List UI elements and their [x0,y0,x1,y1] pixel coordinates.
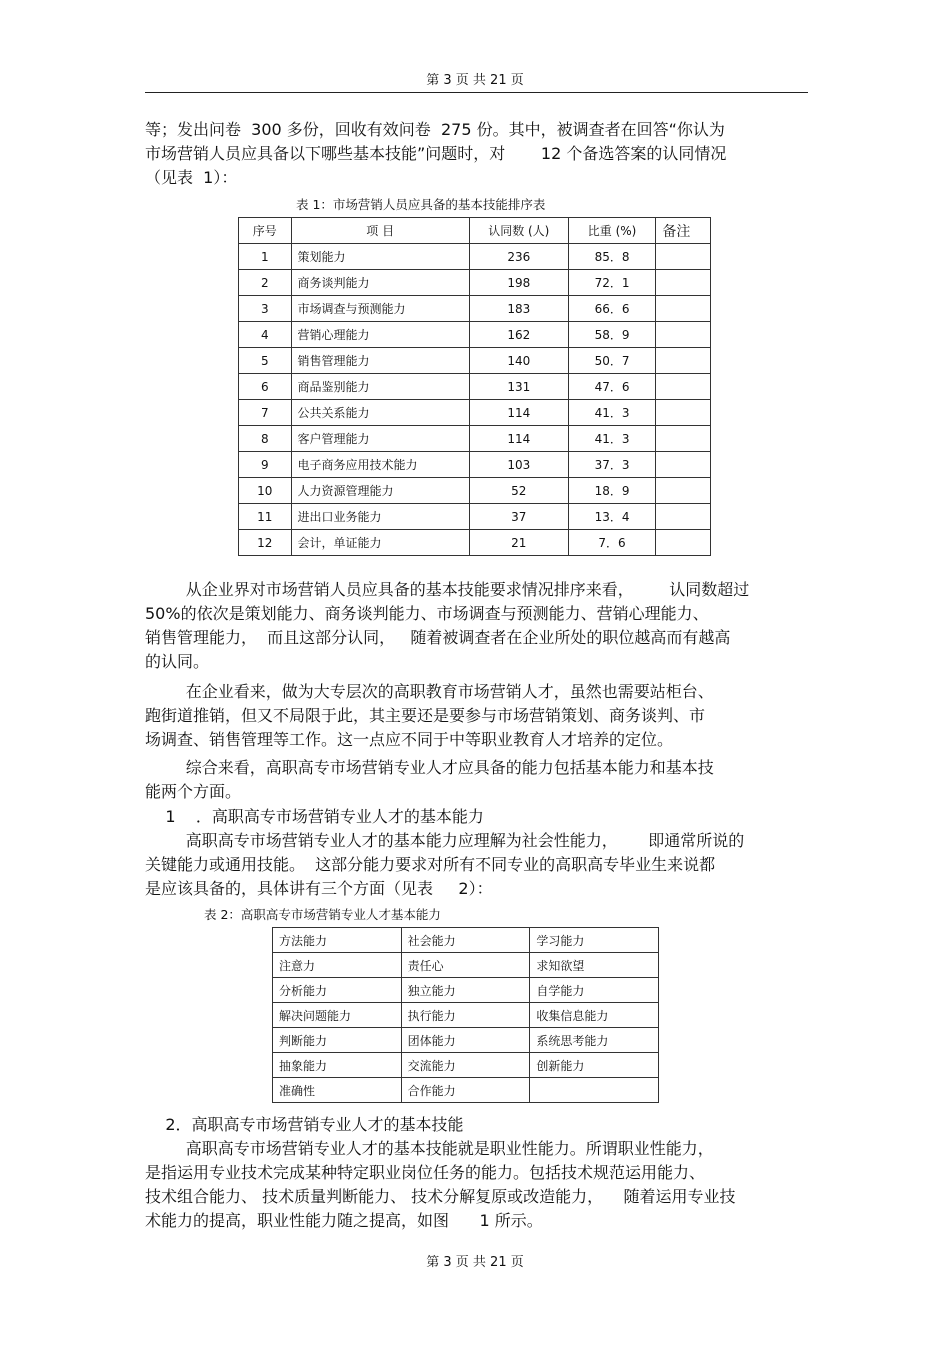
row-item-cell: 销售管理能力 [291,348,469,374]
row-no-cell: 8 [239,426,292,452]
table-row [239,400,711,426]
table-row [273,953,659,978]
paragraph-summary: 综合来看，高职高专市场营销专业人才应具备的能力包括基本能力和基本技 能两个方面。 [145,758,714,801]
row-count-cell: 198 [469,270,568,296]
intro-paragraph: 等；发出问卷 300 多份，回收有效问卷 275 份。其中，被调查者在回答“你认为 市场营销人员应具备以下哪些基本技能”问题时，对 12 个备选答案的认同情况 （见表 1）： [145,120,727,187]
row-note-cell [656,452,711,478]
row-item-cell: 电子商务应用技术能力 [291,452,469,478]
row-no-cell: 12 [239,530,292,556]
table-row [239,426,711,452]
paragraph-ranking: 从企业界对市场营销人员应具备的基本技能要求情况排序来看， 认同数超过 50%的依次是策划能力、商务谈判能力、市场调查与预测能力、营销心理能力、 销售管理能力， 而且这部分认同， 随着被调查者在企业所处的职位越高而有越高 的认同。 [145,580,750,671]
row-note-cell [656,374,711,400]
row-no-cell: 3 [239,296,292,322]
row-percent-cell: 13．4 [568,504,656,530]
basic-abilities-table [272,927,659,1103]
social-ability-cell: 团体能力 [401,1028,530,1053]
row-count-cell: 183 [469,296,568,322]
col-header-note: 备注 [656,218,711,244]
row-note-cell [656,296,711,322]
row-percent-cell: 50．7 [568,348,656,374]
table2-caption: 表 2：高职高专市场营销专业人才基本能力 [204,907,441,922]
paragraph-basic-abilities: 高职高专市场营销专业人才的基本能力应理解为社会性能力， 即通常所说的 关键能力或通用技能。 这部分能力要求对所有不同专业的高职高专毕业生来说都 是应该具备的，具体讲有三个方面（见表 2）： [145,831,745,898]
row-item-cell: 公共关系能力 [291,400,469,426]
social-ability-cell: 社会能力 [401,928,530,953]
table-row [239,270,711,296]
row-no-cell: 1 [239,244,292,270]
table-row [239,322,711,348]
row-item-cell: 商品鉴别能力 [291,374,469,400]
row-item-cell: 进出口业务能力 [291,504,469,530]
row-count-cell: 140 [469,348,568,374]
row-item-cell: 会计，单证能力 [291,530,469,556]
learning-ability-cell: 收集信息能力 [530,1003,659,1028]
row-no-cell: 10 [239,478,292,504]
row-note-cell [656,478,711,504]
method-ability-cell: 注意力 [273,953,402,978]
row-count-cell: 114 [469,400,568,426]
table-row [239,296,711,322]
table-header-row [239,218,711,244]
table-row [239,244,711,270]
row-no-cell: 7 [239,400,292,426]
row-item-cell: 人力资源管理能力 [291,478,469,504]
method-ability-cell: 判断能力 [273,1028,402,1053]
row-count-cell: 21 [469,530,568,556]
learning-ability-cell: 创新能力 [530,1053,659,1078]
row-note-cell [656,270,711,296]
col-header-no: 序号 [239,218,292,244]
row-item-cell: 客户管理能力 [291,426,469,452]
row-count-cell: 37 [469,504,568,530]
page-header: 第 3 页 共 21 页 [426,73,524,88]
row-item-cell: 营销心理能力 [291,322,469,348]
social-ability-cell: 独立能力 [401,978,530,1003]
method-ability-cell: 抽象能力 [273,1053,402,1078]
heading-basic-skills: 2．高职高专市场营销专业人才的基本技能 [145,1115,464,1134]
row-note-cell [656,504,711,530]
method-ability-cell: 分析能力 [273,978,402,1003]
row-percent-cell: 41．3 [568,400,656,426]
row-percent-cell: 85．8 [568,244,656,270]
row-percent-cell: 58．9 [568,322,656,348]
method-ability-cell: 方法能力 [273,928,402,953]
row-count-cell: 162 [469,322,568,348]
row-no-cell: 5 [239,348,292,374]
row-note-cell [656,348,711,374]
row-note-cell [656,426,711,452]
learning-ability-cell [530,1078,659,1103]
heading-basic-abilities: 1 ．高职高专市场营销专业人才的基本能力 [145,807,484,826]
social-ability-cell: 合作能力 [401,1078,530,1103]
row-percent-cell: 41．3 [568,426,656,452]
row-no-cell: 9 [239,452,292,478]
col-header-percent: 比重 (%) [568,218,656,244]
paragraph-enterprise-view: 在企业看来，做为大专层次的高职教育市场营销人才，虽然也需要站柜台、 跑街道推销，但又不局限于此，其主要还是要参与市场营销策划、商务谈判、市 场调查、销售管理等工作。这一点应不同于中等职业教育人才培养的定位。 [145,682,714,749]
table-row [273,928,659,953]
skills-ranking-table [238,217,711,556]
table-row [273,1078,659,1103]
row-percent-cell: 72．1 [568,270,656,296]
row-note-cell [656,530,711,556]
row-no-cell: 11 [239,504,292,530]
table1-caption: 表 1：市场营销人员应具备的基本技能排序表 [296,197,546,212]
row-percent-cell: 18．9 [568,478,656,504]
method-ability-cell: 解决问题能力 [273,1003,402,1028]
row-count-cell: 236 [469,244,568,270]
table-row [239,374,711,400]
header-rule [145,92,808,93]
learning-ability-cell: 学习能力 [530,928,659,953]
table-row [273,1028,659,1053]
learning-ability-cell: 系统思考能力 [530,1028,659,1053]
row-note-cell [656,244,711,270]
page-footer: 第 3 页 共 21 页 [426,1255,524,1270]
col-header-count: 认同数 (人) [469,218,568,244]
table-row [239,452,711,478]
learning-ability-cell: 求知欲望 [530,953,659,978]
row-no-cell: 6 [239,374,292,400]
table-row [273,978,659,1003]
row-no-cell: 2 [239,270,292,296]
row-item-cell: 市场调查与预测能力 [291,296,469,322]
paragraph-basic-skills: 高职高专市场营销专业人才的基本技能就是职业性能力。所谓职业性能力， 是指运用专业技术完成某种特定职业岗位任务的能力。包括技术规范运用能力、 技术组合能力、 技术质量判断能力、 技术分解复原或改造能力， 随着运用专业技 术能力的提高，职业性能力随之提高，如图 1 所示。 [145,1139,736,1230]
method-ability-cell: 准确性 [273,1078,402,1103]
row-no-cell: 4 [239,322,292,348]
row-count-cell: 131 [469,374,568,400]
table-row [273,1053,659,1078]
row-percent-cell: 66．6 [568,296,656,322]
row-count-cell: 52 [469,478,568,504]
social-ability-cell: 执行能力 [401,1003,530,1028]
social-ability-cell: 责任心 [401,953,530,978]
row-percent-cell: 7．6 [568,530,656,556]
table-row [239,478,711,504]
row-note-cell [656,322,711,348]
row-item-cell: 策划能力 [291,244,469,270]
row-note-cell [656,400,711,426]
col-header-item: 项 目 [291,218,469,244]
row-percent-cell: 37．3 [568,452,656,478]
row-percent-cell: 47．6 [568,374,656,400]
table-row [273,1003,659,1028]
row-item-cell: 商务谈判能力 [291,270,469,296]
table-row [239,530,711,556]
social-ability-cell: 交流能力 [401,1053,530,1078]
table-row [239,348,711,374]
table-row [239,504,711,530]
learning-ability-cell: 自学能力 [530,978,659,1003]
row-count-cell: 114 [469,426,568,452]
row-count-cell: 103 [469,452,568,478]
